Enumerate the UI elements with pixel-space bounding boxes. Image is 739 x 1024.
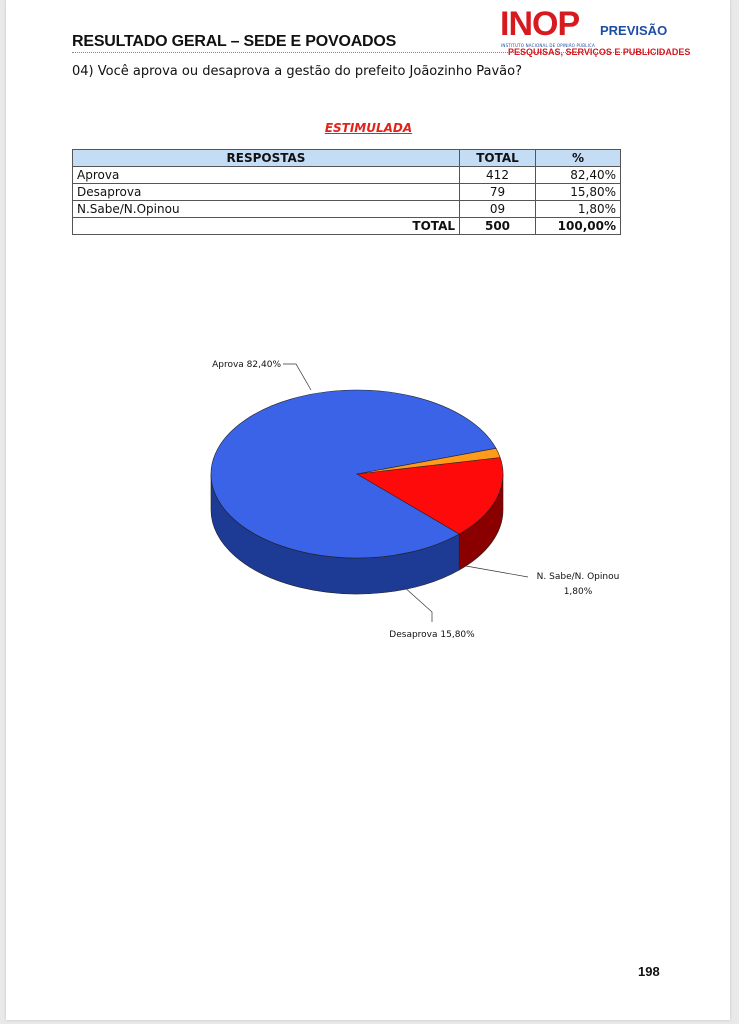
row-label: N.Sabe/N.Opinou xyxy=(73,201,460,218)
leader-aprova xyxy=(283,364,311,390)
logo-previsao: PREVISÃO xyxy=(600,23,668,38)
survey-question: 04) Você aprova ou desaprova a gestão do prefeito Joãozinho Pavão? xyxy=(72,64,522,79)
header-percent: % xyxy=(536,150,621,167)
label-aprova: Aprova 82,40% xyxy=(212,360,281,370)
row-total: 09 xyxy=(460,201,536,218)
total-label: TOTAL xyxy=(73,218,460,235)
total-count: 500 xyxy=(460,218,536,235)
row-total: 79 xyxy=(460,184,536,201)
row-total: 412 xyxy=(460,167,536,184)
label-desaprova: Desaprova 15,80% xyxy=(389,630,475,640)
label-nsabe-percent: 1,80% xyxy=(563,587,593,597)
row-label: Aprova xyxy=(73,167,460,184)
row-label: Desaprova xyxy=(73,184,460,201)
header-total: TOTAL xyxy=(460,150,536,167)
header-respostas: RESPOSTAS xyxy=(73,150,460,167)
logo-wordmark: INOP xyxy=(500,5,580,43)
label-nsabe: N. Sabe/N. Opinou xyxy=(536,572,620,582)
logo-institute-name: INSTITUTO NACIONAL DE OPINIÃO PÚBLICA xyxy=(501,43,595,48)
row-percent: 82,40% xyxy=(536,167,621,184)
subtitle: ESTIMULADA xyxy=(324,121,413,135)
leader-desaprova xyxy=(403,586,432,622)
row-percent: 15,80% xyxy=(536,184,621,201)
total-percent: 100,00% xyxy=(536,218,621,235)
page-number: 198 xyxy=(638,964,660,979)
row-percent: 1,80% xyxy=(536,201,621,218)
report-title: RESULTADO GERAL – SEDE E POVOADOS xyxy=(72,33,397,50)
logo-tagline: PESQUISAS, SERVIÇOS E PUBLICIDADES xyxy=(508,47,691,57)
leader-nsabe xyxy=(466,566,528,577)
